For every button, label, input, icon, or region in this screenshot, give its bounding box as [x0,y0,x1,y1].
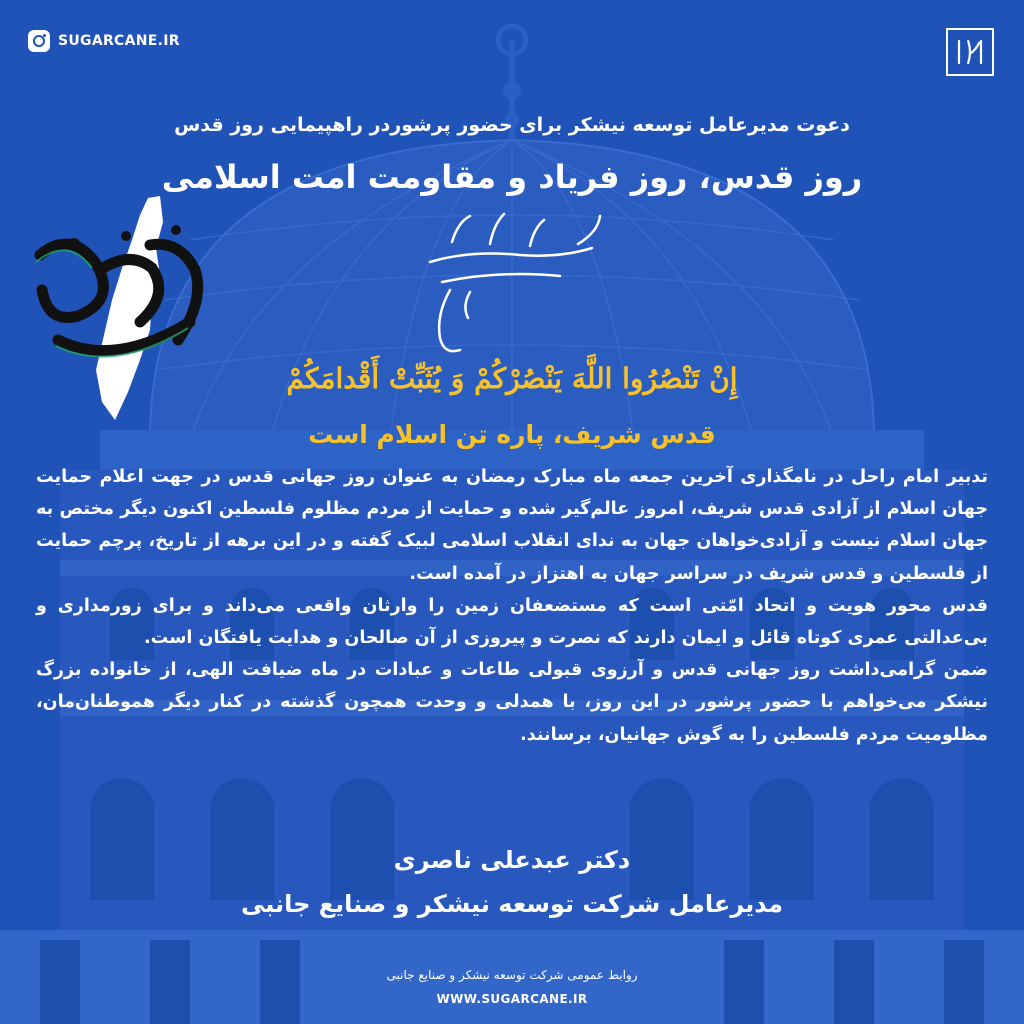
signer-title: مدیرعامل شرکت توسعه نیشکر و صنایع جانبی [241,890,783,918]
footer-website-link[interactable]: WWW.SUGARCANE.IR [436,992,588,1006]
body-paragraph: قدس محور هویت و اتحاد امّتی است که مستضعفان زمین را وارثان واقعی می‌داند و برای زورمداری و بی‌عدالتی عمری کوتاه قائل و ایمان دارند که نصرت و پیروزی از آن صالحان و هدایت یافتگان است. [36,595,988,649]
quran-verse: إِنْ تَنْصُرُوا اللَّهَ یَنْصُرْکُمْ وَ یُثَبِّتْ أَقْدامَکُمْ [286,362,738,395]
body-paragraph: تدبیر امام راحل در نامگذاری آخرین جمعه ماه مبارک رمضان به عنوان روز جهانی قدس در جهت اعلام حمایت جهان اسلام از آزادی قدس شریف، امروز عالم‌گیر شده و حمایت از مردم مظلوم فلسطین اکنون دیگر مختص به جهان اسلام نیست و آزادی‌خواهان جهان به ندای انقلاب اسلامی لبیک گفته و در این برهه از تاریخ، پرچم حمایت از فلسطین و قدس شریف در سراسر جهان به اهتزاز در آمده است. [36,467,988,584]
footer-credit: روابط عمومی شرکت توسعه نیشکر و صنایع جانبی [386,968,638,982]
instagram-handle-text: SUGARCANE.IR [58,33,180,49]
sugarcane-logo-icon [946,28,994,76]
message-body [36,461,988,751]
signer-name: دکتر عبدعلی ناصری [393,846,631,874]
verse-subtitle: قدس شریف، پاره تن اسلام است [308,420,716,449]
announcement-subtitle: دعوت مدیرعامل توسعه نیشکر برای حضور پرشوردر راهپیمایی روز قدس [174,114,850,136]
body-paragraph: ضمن گرامی‌داشت روز جهانی قدس و آرزوی قبولی طاعات و عبادات در ماه ضیافت الهی، از خانواده بزرگ نیشکر می‌خواهم با حضور پرشور در این روز، با همدلی و وحدت همچون گذشته در کنار دیگر هموطنان‌مان، مظلومیت مردم فلسطین را به گوش جهانیان، برسانند. [36,660,988,745]
page-title: روز قدس، روز فریاد و مقاومت امت اسلامی [161,158,863,196]
instagram-icon [28,30,50,52]
instagram-handle[interactable] [28,30,180,52]
